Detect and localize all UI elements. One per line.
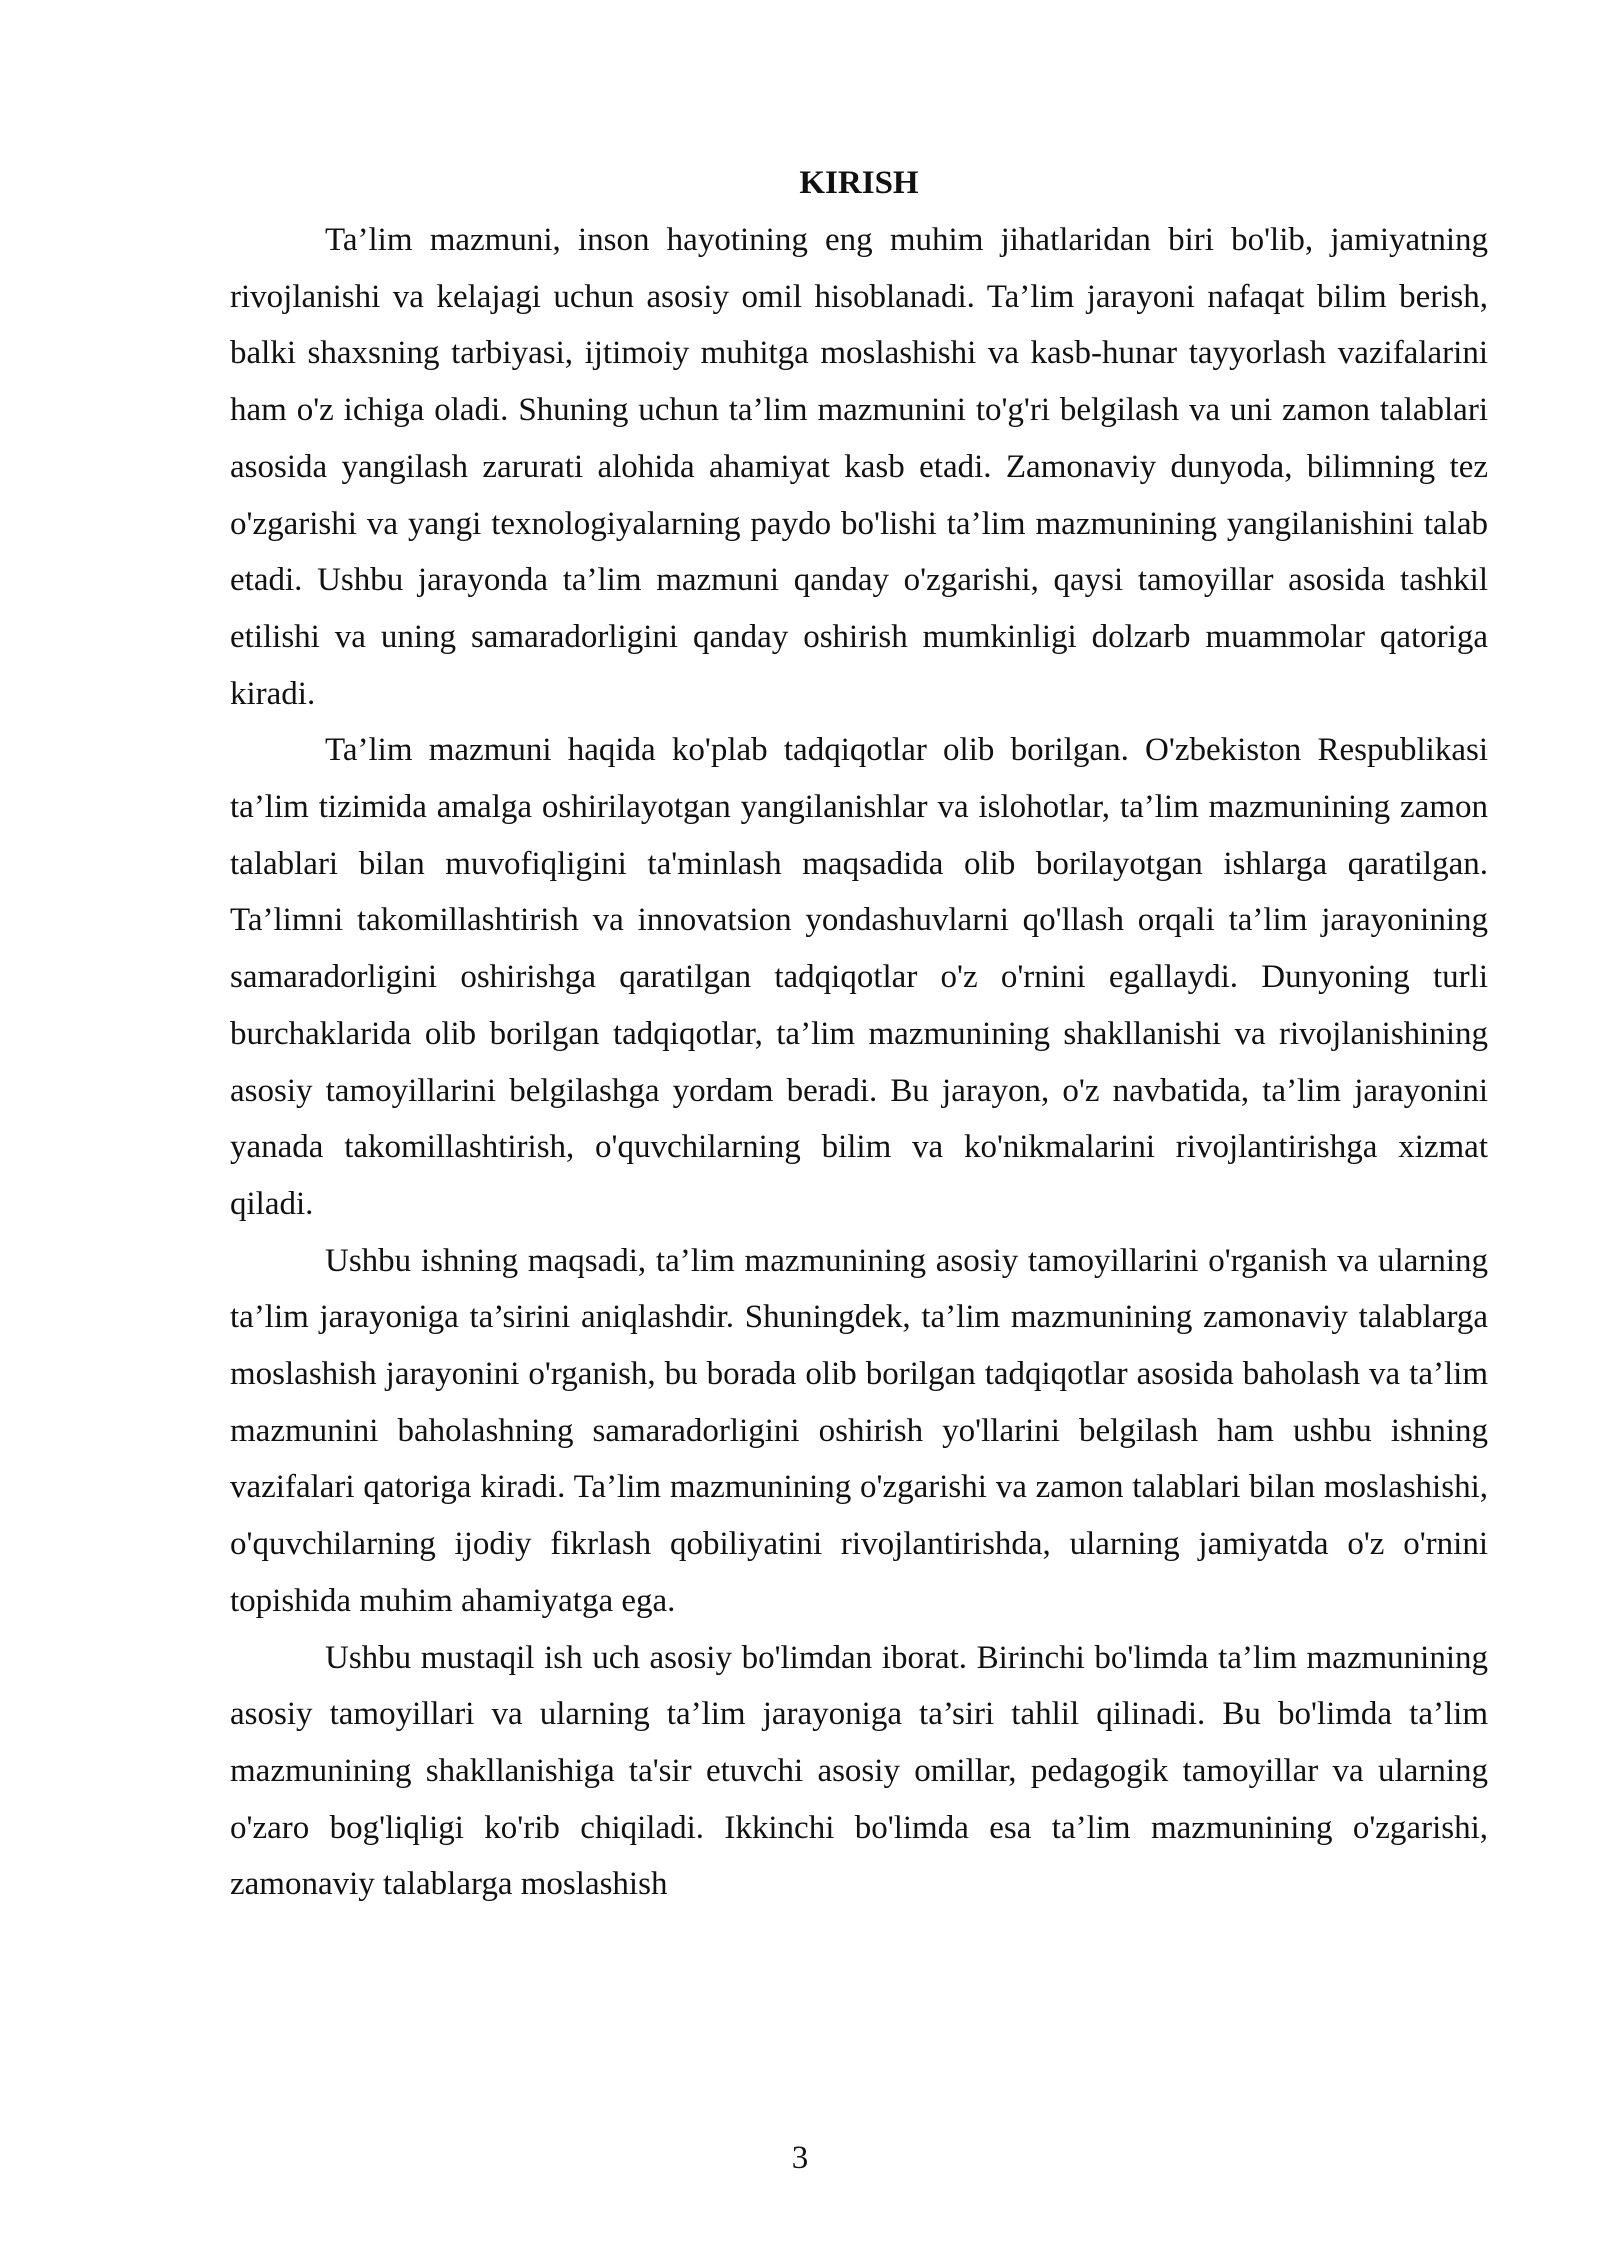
paragraph-4: Ushbu mustaqil ish uch asosiy bo'limdan iborat. Birinchi bo'limda ta’lim mazmunining asosiy tamoyillari va ularning ta’lim jarayoniga ta’siri tahlil qilinadi. Bu bo'limda ta’lim mazmunining shakllanishiga ta'sir etuvchi asosiy omillar, pedagogik tamoyillar va ularning o'zaro bog'liqligi ko'rib chiqiladi. Ikkinchi bo'limda esa ta’lim mazmunining o'zgarishi, zamonaviy talablarga moslashish — [230, 1639, 1488, 1903]
paragraph-1: Ta’lim mazmuni, inson hayotining eng muhim jihatlaridan biri bo'lib, jamiyatning rivojlanishi va kelajagi uchun asosiy omil hisoblanadi. Ta’lim jarayoni nafaqat bilim berish, balki shaxsning tarbiyasi, ijtimoiy muhitga moslashishi va kasb-hunar tayyorlash vazifalarini ham o'z ichiga oladi. Shuning uchun ta’lim mazmunini to'g'ri belgilash va uni zamon talablari asosida yangilash zarurati alohida ahamiyat kasb etadi. Zamonaviy dunyoda, bilimning tez o'zgarishi va yangi texnologiyalarning paydo bo'lishi ta’lim mazmunining yangilanishini talab etadi. Ushbu jarayonda ta’lim mazmuni qanday o'zgarishi, qaysi tamoyillar asosida tashkil etilishi va uning samaradorligini qanday oshirish mumkinligi dolzarb muammolar qatoriga kiradi. — [230, 222, 1488, 712]
paragraph-3: Ushbu ishning maqsadi, ta’lim mazmunining asosiy tamoyillarini o'rganish va ularning ta’lim jarayoniga ta’sirini aniqlashdir. Shuningdek, ta’lim mazmunining zamonaviy talablarga moslashish jarayonini o'rganish, bu borada olib borilgan tadqiqotlar asosida baholash va ta’lim mazmunini baholashning samaradorligini oshirish yo'llarini belgilash ham ushbu ishning vazifalari qatoriga kiradi. Ta’lim mazmunining o'zgarishi va zamon talablari bilan moslashishi, o'quvchilarning ijodiy fikrlash qobiliyatini rivojlantirishda, ularning jamiyatda o'z o'rnini topishida muhim ahamiyatga ega. — [230, 1242, 1488, 1619]
page-title: KIRISH — [799, 165, 919, 201]
page-content — [230, 160, 1488, 1913]
paragraph-2: Ta’lim mazmuni haqida ko'plab tadqiqotlar olib borilgan. O'zbekiston Respublikasi ta’lim tizimida amalga oshirilayotgan yangilanishlar va islohotlar, ta’lim mazmunining zamon talablari bilan muvofiqligini ta'minlash maqsadida olib borilayotgan ishlarga qaratilgan. Ta’limni takomillashtirish va innovatsion yondashuvlarni qo'llash orqali ta’lim jarayonining samaradorligini oshirishga qaratilgan tadqiqotlar o'z o'rnini egallaydi. Dunyoning turli burchaklarida olib borilgan tadqiqotlar, ta’lim mazmunining shakllanishi va rivojlanishining asosiy tamoyillarini belgilashga yordam beradi. Bu jarayon, o'z navbatida, ta’lim jarayonini yanada takomillashtirish, o'quvchilarning bilim va ko'nikmalarini rivojlantirishga xizmat qiladi. — [230, 732, 1488, 1222]
page-number: 3 — [791, 2140, 809, 2176]
